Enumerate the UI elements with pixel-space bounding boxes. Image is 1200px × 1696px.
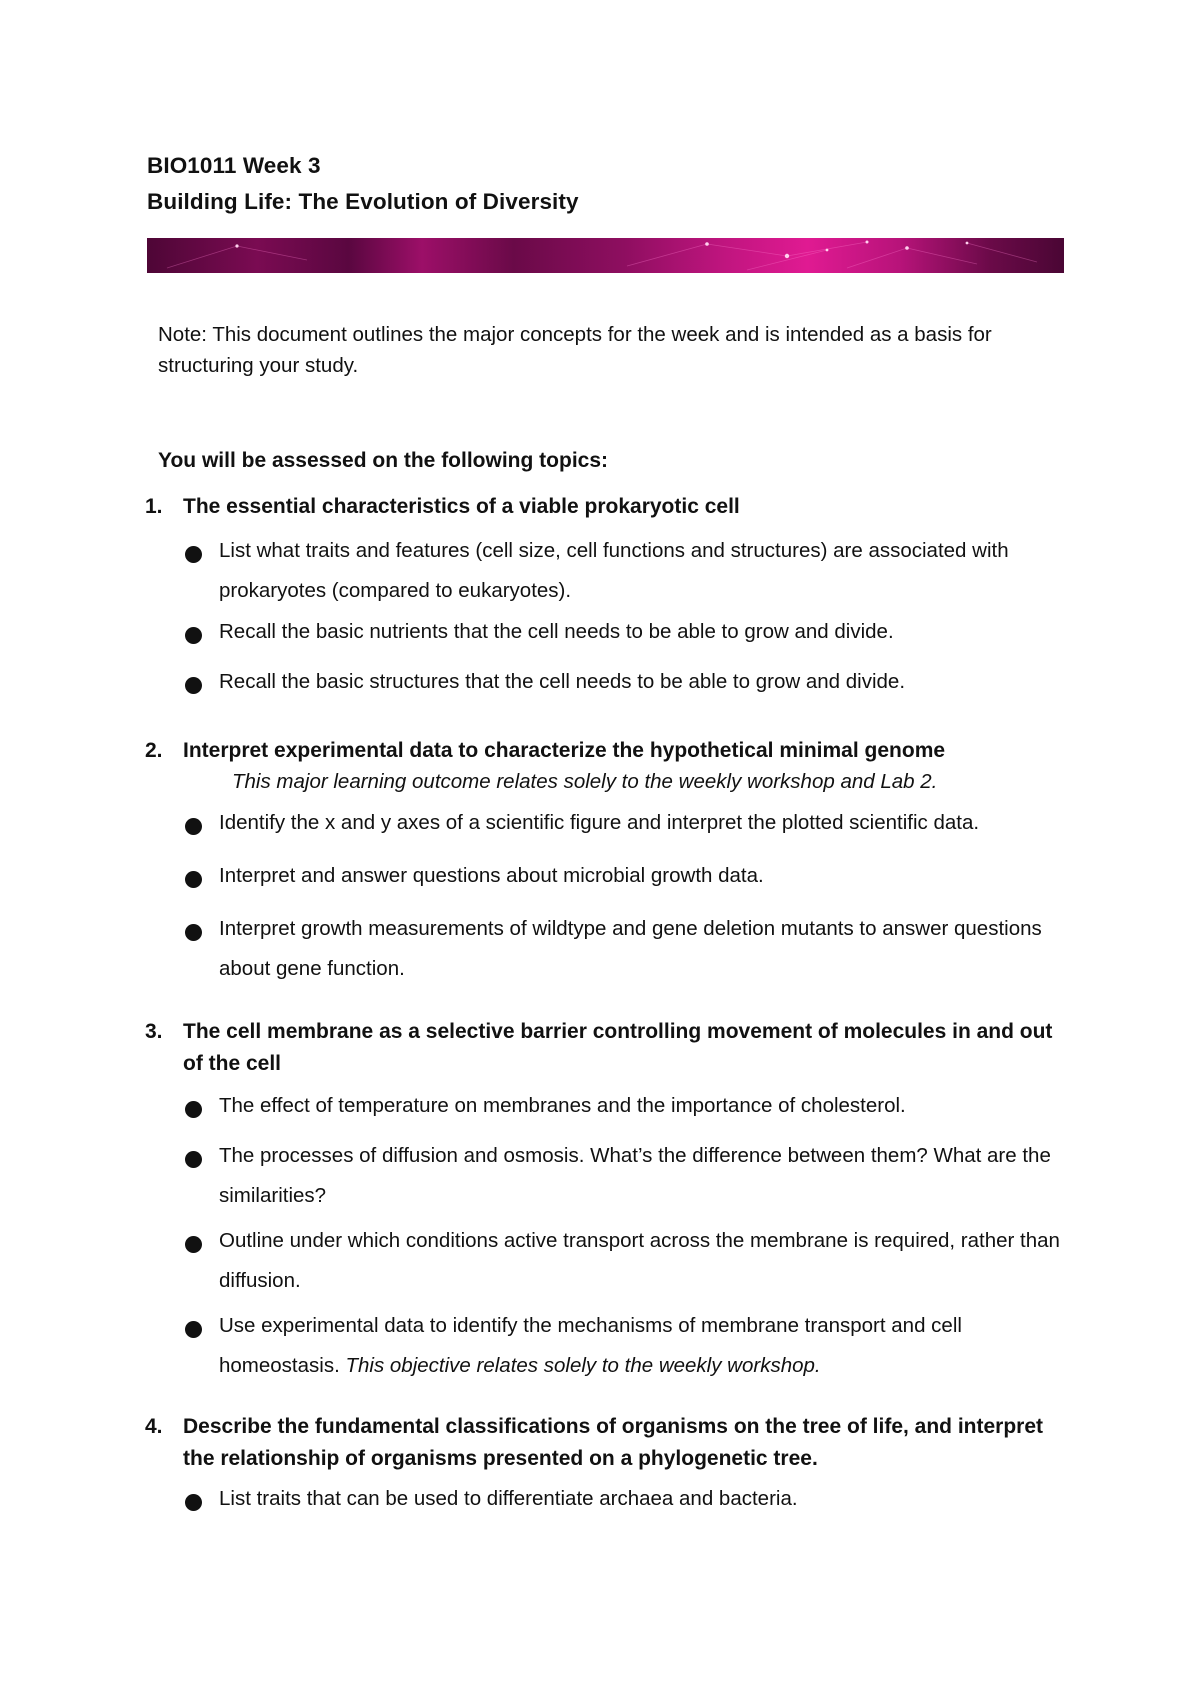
topic-number: 2. [145,739,163,762]
bullet-icon [185,1236,202,1253]
topic-title: The cell membrane as a selective barrier controlling movement of molecules in and out of the cell [183,1020,1053,1075]
decorative-banner [147,238,1064,273]
topic-title: Interpret experimental data to characterize the hypothetical minimal genome [183,739,946,762]
bullet-italic-note: This objective relates solely to the weekly workshop. [345,1354,821,1377]
bullet-icon [185,1494,202,1511]
assessment-heading: You will be assessed on the following topics: [158,449,609,472]
topic-bullet: Interpret growth measurements of wildtype and gene deletion mutants to answer questions about gene function. [219,917,1042,980]
topic-number: 4. [145,1415,163,1438]
topic-bullet: Interpret and answer questions about microbial growth data. [219,864,764,887]
topic-subtitle: This major learning outcome relates solely to the weekly workshop and Lab 2. [232,770,938,793]
topic-bullet: The effect of temperature on membranes and the importance of cholesterol. [219,1094,906,1117]
topic-number: 1. [145,495,163,518]
bullet-icon [185,1321,202,1338]
bullet-icon [185,818,202,835]
study-note: Note: This document outlines the major concepts for the week and is intended as a basis for structuring your study. [158,323,992,377]
bullet-icon [185,1151,202,1168]
bullet-icon [185,1101,202,1118]
document-title: Building Life: The Evolution of Diversity [147,189,579,214]
topic-bullet [219,1306,1069,1386]
topic-bullet: List what traits and features (cell size, cell functions and structures) are associated with prokaryotes (compared to eukaryotes). [219,539,1009,602]
bullet-icon [185,546,202,563]
banner-network-pattern [147,238,1064,273]
bullet-icon [185,627,202,644]
topic-title: Describe the fundamental classifications of organisms on the tree of life, and interpret the relationship of organisms presented on a phylogenetic tree. [183,1415,1044,1470]
topic-bullet: Recall the basic nutrients that the cell needs to be able to grow and divide. [219,620,894,643]
topic-number: 3. [145,1020,163,1043]
topic-bullet: Recall the basic structures that the cell needs to be able to grow and divide. [219,670,906,693]
bullet-icon [185,871,202,888]
topic-bullet: List traits that can be used to differentiate archaea and bacteria. [219,1487,798,1510]
bullet-text: Use experimental data to identify the mechanisms of membrane transport and cell homeostasis. [219,1314,962,1377]
topic-title: The essential characteristics of a viable prokaryotic cell [183,495,740,518]
course-code: BIO1011 Week 3 [147,153,321,178]
topic-bullet: Outline under which conditions active transport across the membrane is required, rather than diffusion. [219,1229,1060,1292]
bullet-icon [185,677,202,694]
bullet-icon [185,924,202,941]
topic-bullet: The processes of diffusion and osmosis. What’s the difference between them? What are the similarities? [219,1144,1051,1207]
topic-bullet: Identify the x and y axes of a scientific figure and interpret the plotted scientific data. [219,811,980,834]
